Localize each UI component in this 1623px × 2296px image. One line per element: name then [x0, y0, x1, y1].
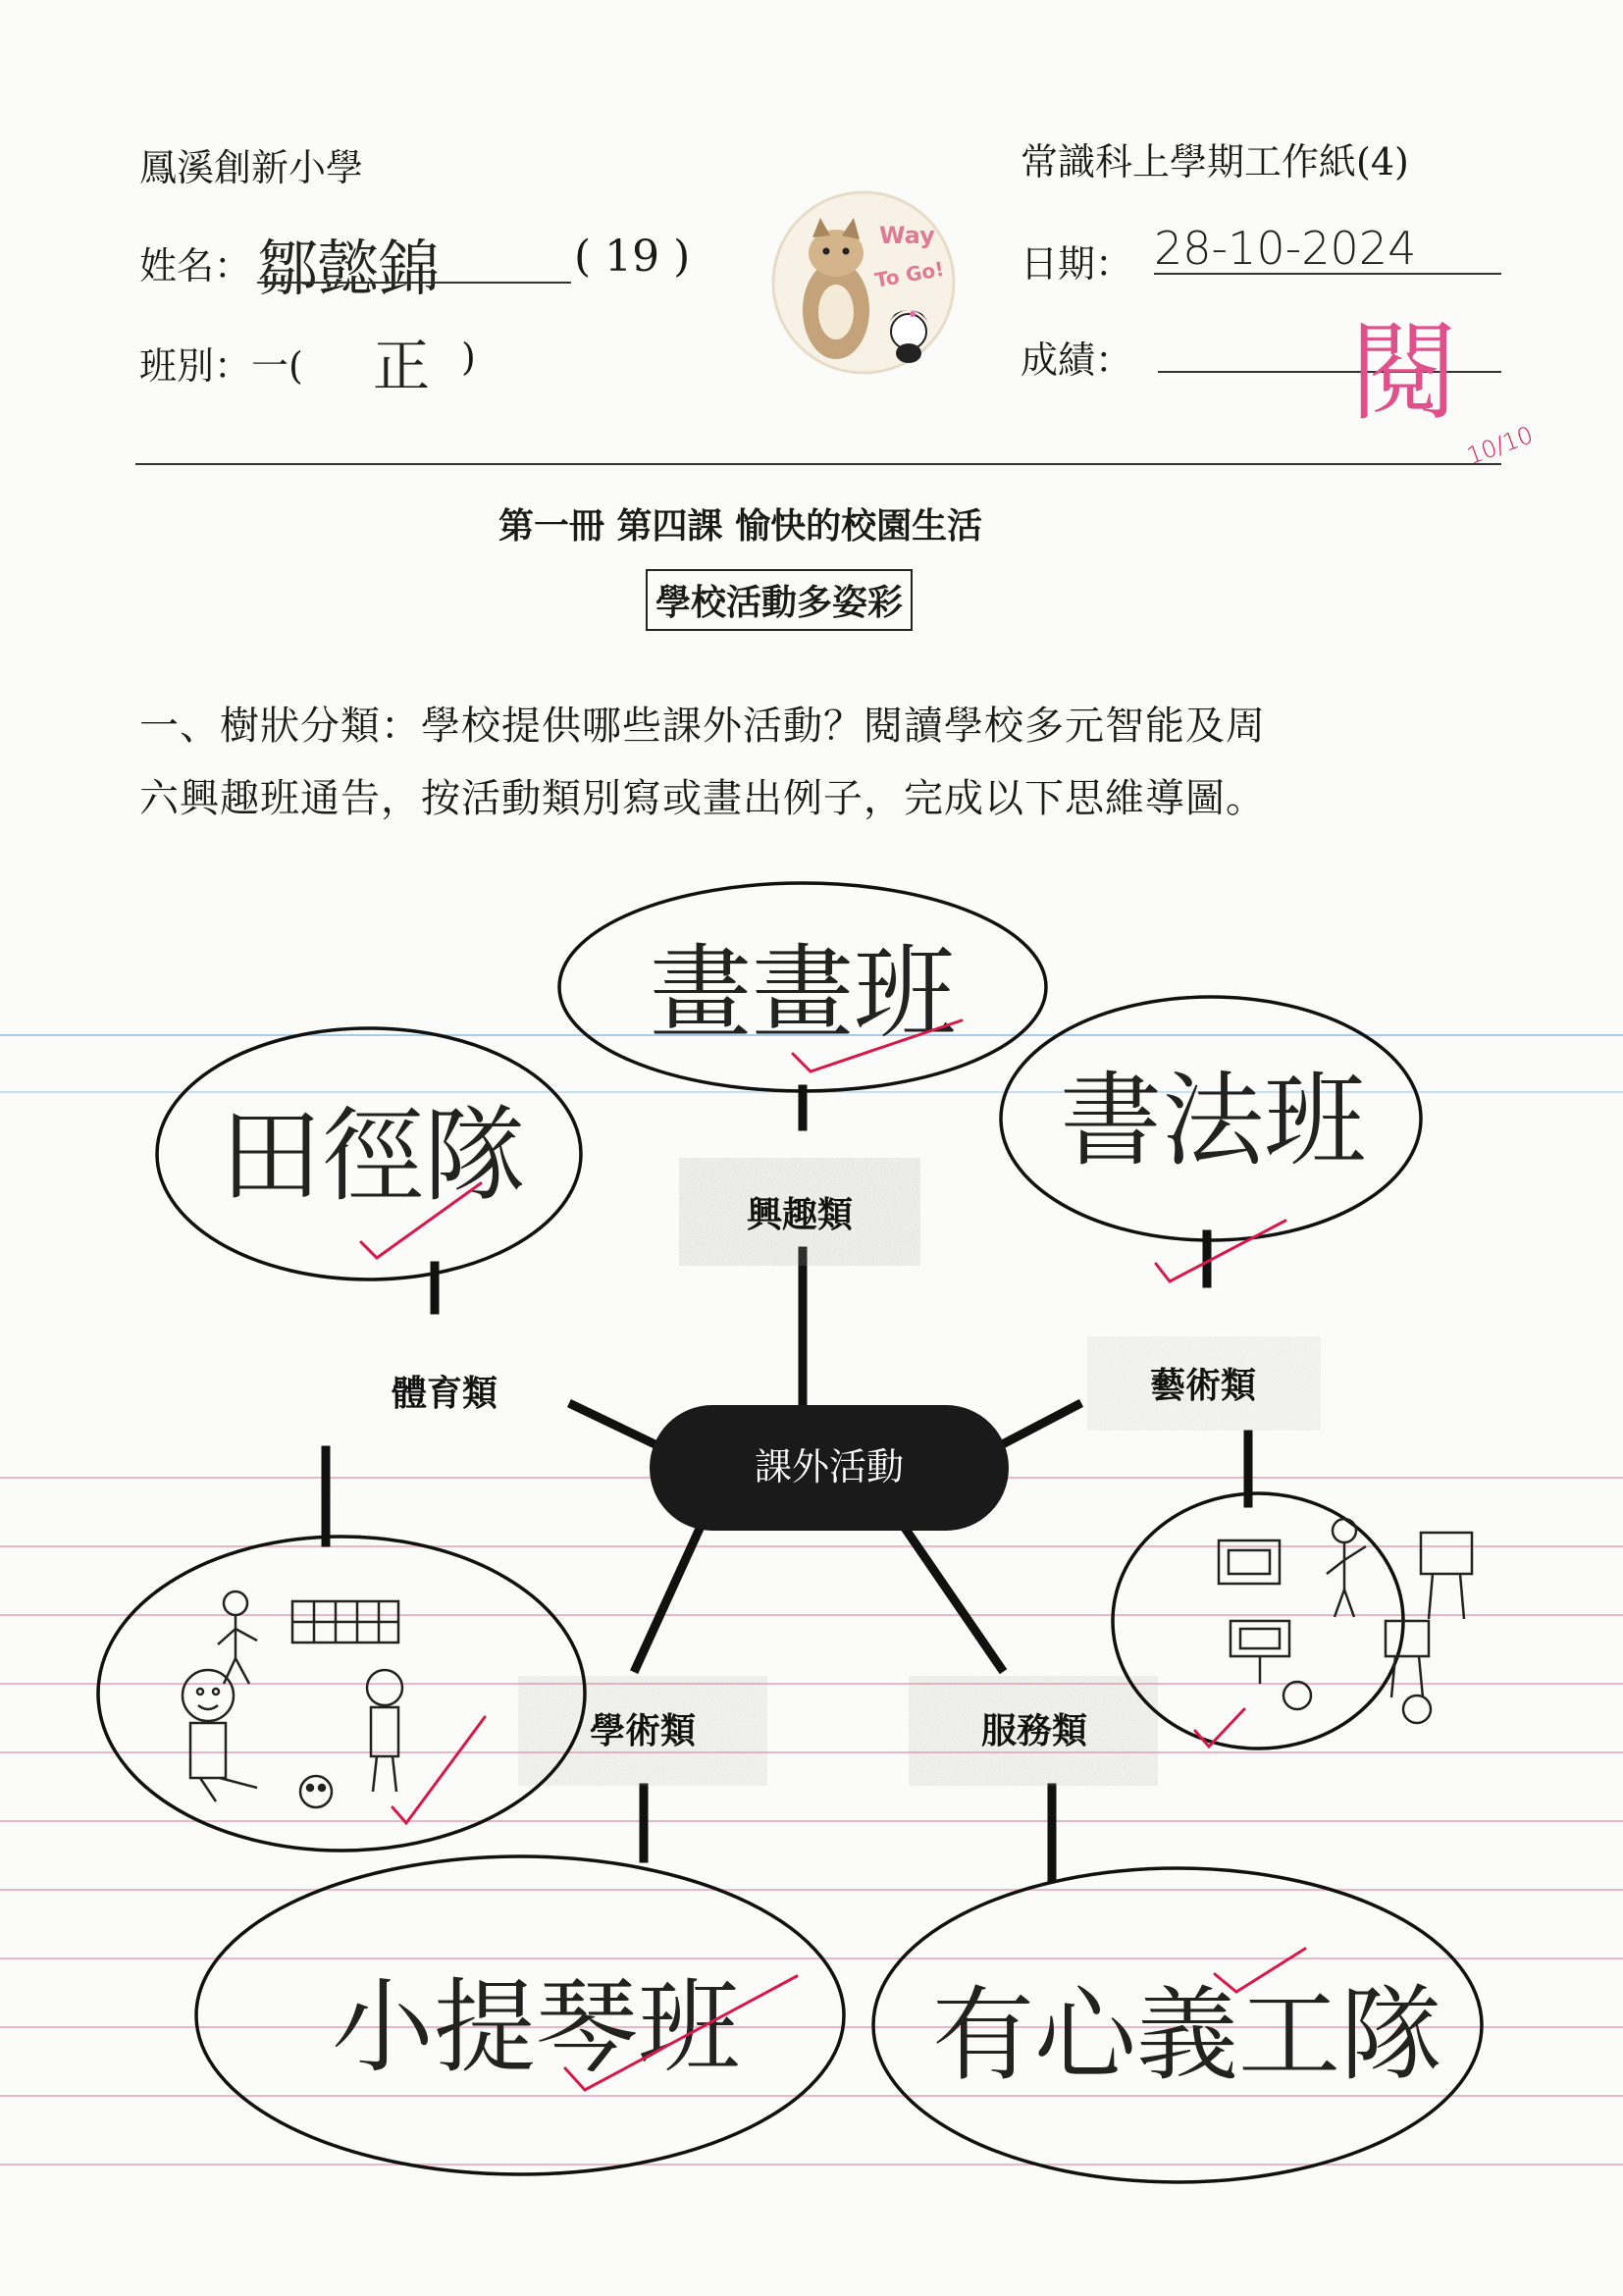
worksheet-title: 常識科上學期工作紙(4) [1021, 140, 1409, 183]
answer-sports: 田徑隊 [219, 1096, 527, 1216]
answer-service: 有心義工隊 [931, 1975, 1443, 2095]
category-service: 服務類 [980, 1710, 1088, 1751]
class-label: 班別：一( [139, 344, 303, 388]
answer-bubble-sports-drawing [98, 1537, 585, 1851]
football-players-drawing [183, 1592, 402, 1807]
grade-mark: 閱 [1350, 310, 1458, 436]
class-value: 正 [373, 333, 431, 399]
class-number: ( 19 ) [574, 232, 691, 282]
category-sports: 體育類 [391, 1373, 498, 1414]
instruction-line-2: 六興趣班通告，按活動類別寫或畫出例子，完成以下思維導圖。 [139, 776, 1266, 821]
sticker-text-1: Way [879, 222, 935, 249]
student-name: 鄒懿錦 [257, 233, 441, 304]
date-label: 日期： [1021, 242, 1133, 286]
grade-label: 成績： [1021, 339, 1133, 382]
instruction-line-1: 一、樹狀分類：學校提供哪些課外活動？閱讀學校多元智能及周 [139, 704, 1266, 749]
category-academic: 學術類 [589, 1710, 697, 1751]
answer-interest: 畫畫班 [649, 933, 957, 1053]
school-name: 鳳溪創新小學 [139, 146, 364, 189]
boxed-title: 學校活動多姿彩 [646, 569, 913, 631]
answer-academic: 小提琴班 [331, 1967, 741, 2087]
lesson-title: 第一冊 第四課 愉快的校園生活 [498, 505, 983, 547]
answer-arts: 書法班 [1059, 1061, 1367, 1180]
class-close: ) [461, 336, 476, 379]
center-label: 課外活動 [754, 1445, 905, 1488]
category-arts: 藝術類 [1149, 1365, 1257, 1406]
category-interest: 興趣類 [746, 1194, 854, 1235]
date-value: 28-10-2024 [1154, 222, 1417, 275]
sticker-text-2: To Go! [872, 256, 946, 292]
score-mark: 10/10 [1463, 421, 1537, 470]
drawing-of-arts-activities [1219, 1519, 1472, 1723]
name-label: 姓名： [139, 244, 252, 287]
